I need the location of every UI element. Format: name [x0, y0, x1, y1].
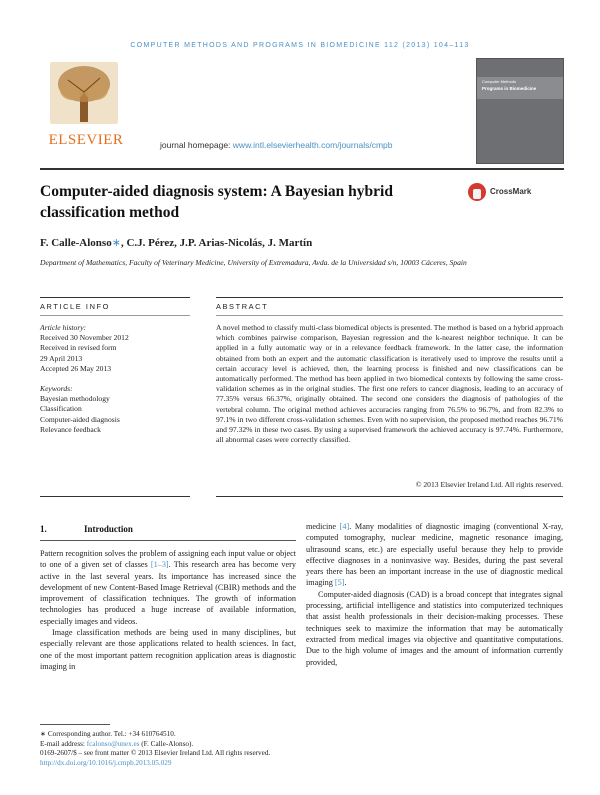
- crossmark-label: CrossMark: [490, 187, 532, 196]
- email-note: E-mail address: fcalonso@unex.es (F. Calle-Alonso).: [40, 739, 194, 748]
- intro-paragraph: Image classification methods are being used in many disciplines, but especially relevant are those applications related to health sciences. In fact, one of the most important pattern recognition application areas is diagnostic imaging in: [40, 628, 296, 671]
- other-authors: , C.J. Pérez, J.P. Arias-Nicolás, J. Martín: [120, 237, 313, 249]
- intro-paragraph: Pattern recognition solves the problem of assigning each input value or object to one of a given set of classes [1–3]. This research area has become very active in the last several years. Its importance has increased since the development of new Content-Based Image Retrieval (CBIR) methods and the improvement of classification techniques. The growth of information technologies has produced a huge increase of available information, especially images and videos.: [40, 549, 296, 626]
- citation-link[interactable]: [5]: [334, 578, 345, 588]
- intro-heading-rule: [40, 540, 296, 541]
- section-number: 1.: [40, 524, 47, 534]
- article-info-top-rule: [40, 297, 190, 298]
- footnotes: [40, 730, 560, 768]
- crossmark-icon: [468, 183, 486, 201]
- history-item: Accepted 26 May 2013: [40, 363, 112, 373]
- citation-link[interactable]: [4]: [339, 522, 350, 531]
- first-author: F. Calle-Alonso: [40, 237, 112, 249]
- keyword: Relevance feedback: [40, 424, 101, 434]
- citation-link[interactable]: [1–3]: [150, 560, 169, 570]
- doi-link[interactable]: http://dx.doi.org/10.1016/j.cmpb.2013.05.029: [40, 758, 172, 767]
- journal-cover-thumbnail: [476, 58, 564, 164]
- history-item: Received 30 November 2012: [40, 333, 129, 343]
- abstract-text: A novel method to classify multi-class biomedical objects is presented. The method is based on a hybrid approach which combines pairwise comparison, Bayesian regression and the k-nearest neighbor technique. It can be applied in a fully automatic way or in a relevance feedback framework. In the latter case, the information obtained from both an expert and the automatic classification is iteratively used to improve the results until a certain accuracy level is achieved, then, the learning process is finished and new classifications can be automatically performed. The method has been applied in two biomedical contexts by following the same cross-validation schemes as in the original studies. The first one refers to cancer diagnosis, leading to an accuracy of 77.35% versus 66.37%, originally obtained. The second one considers the diagnosis of pathologies of the vertebral column. The original method achieves accuracies ranging from 76.5% to 96.7%, and from 82.3% to 97.1% in two different cross-validation schemes. Even with no supervision, the proposed method reaches 96.71% and 97.32% in these two cases. By using a supervised framework the achieved accuracy is 97.74%. Furthermore, all abnormal cases were correctly classified.: [216, 323, 563, 445]
- cover-title-line2: Programs in Biomedicine: [482, 86, 537, 91]
- keywords-label: Keywords:: [40, 384, 73, 394]
- abstract-bottom-rule: [216, 496, 563, 497]
- section-title: Introduction: [84, 524, 133, 534]
- intro-paragraph: medicine [4]. Many modalities of diagnostic imaging (conventional X-ray, computed tomography, nuclear medicine, magnetic resonance imaging, ultrasound scans, etc.) are especially useful because they help to provide effective diagnoses in a noninvasive way. Besides, during the past several years there has been an important increase in the use of diagnostic medical imaging [5].: [306, 522, 563, 588]
- abstract-sub-rule: [216, 315, 563, 316]
- issn-note: 0169-2607/$ – see front matter © 2013 Elsevier Ireland Ltd. All rights reserved.: [40, 749, 271, 757]
- article-info: [40, 323, 190, 435]
- article-info-bottom-rule: [40, 496, 190, 497]
- author-list: [40, 236, 312, 249]
- crossmark-badge[interactable]: [468, 181, 548, 205]
- corresponding-author-note: ∗ Corresponding author. Tel.: +34 610764510.: [40, 730, 176, 738]
- footnote-rule: [40, 724, 110, 725]
- history-label: Article history:: [40, 323, 87, 332]
- affiliation: Department of Mathematics, Faculty of Veterinary Medicine, University of Extremadura, Avda. de la Universidad s/n, 10003 Cáceres, Spain: [40, 258, 467, 267]
- intro-left-column: [40, 548, 296, 672]
- cover-title-line1: Computer Methods: [482, 79, 517, 84]
- homepage-label: journal homepage:: [160, 140, 231, 150]
- keyword: Classification: [40, 404, 82, 414]
- abstract-copyright: © 2013 Elsevier Ireland Ltd. All rights reserved.: [415, 480, 563, 489]
- article-info-sub-rule: [40, 315, 190, 316]
- corresponding-author-mark[interactable]: ∗: [111, 237, 121, 249]
- homepage-link[interactable]: www.intl.elsevierhealth.com/journals/cmpb: [232, 140, 393, 150]
- history-item: Received in revised form: [40, 343, 117, 353]
- article-info-heading: ARTICLE INFO: [40, 302, 110, 311]
- journal-citation-line: COMPUTER METHODS AND PROGRAMS IN BIOMEDICINE 112 (2013) 104–113: [130, 42, 470, 49]
- abstract-heading: ABSTRACT: [216, 302, 269, 311]
- elsevier-tree-logo: [50, 62, 118, 124]
- keyword: Computer-aided diagnosis: [40, 414, 120, 424]
- abstract-top-rule: [216, 297, 563, 298]
- history-item: 29 April 2013: [40, 353, 83, 363]
- elsevier-wordmark: ELSEVIER: [48, 132, 124, 148]
- intro-right-column: [306, 521, 563, 668]
- article-title: Computer-aided diagnosis system: A Bayesian hybrid classification method: [40, 183, 393, 221]
- keyword: Bayesian methodology: [40, 394, 110, 404]
- journal-homepage: [160, 140, 392, 150]
- section-heading-introduction: [40, 524, 133, 534]
- intro-paragraph: Computer-aided diagnosis (CAD) is a broad concept that integrates signal processing, artificial intelligence and statistics into computerized techniques that assist health professionals in their decision-making processes. These techniques seek to maximize the information that may be automatically extracted from medical images via objective and quantitative computations. Due to the high volume of images and the amount of information currently provided,: [306, 589, 563, 667]
- email-link[interactable]: fcalonso@unex.es: [86, 739, 140, 748]
- header-rule: [40, 168, 564, 170]
